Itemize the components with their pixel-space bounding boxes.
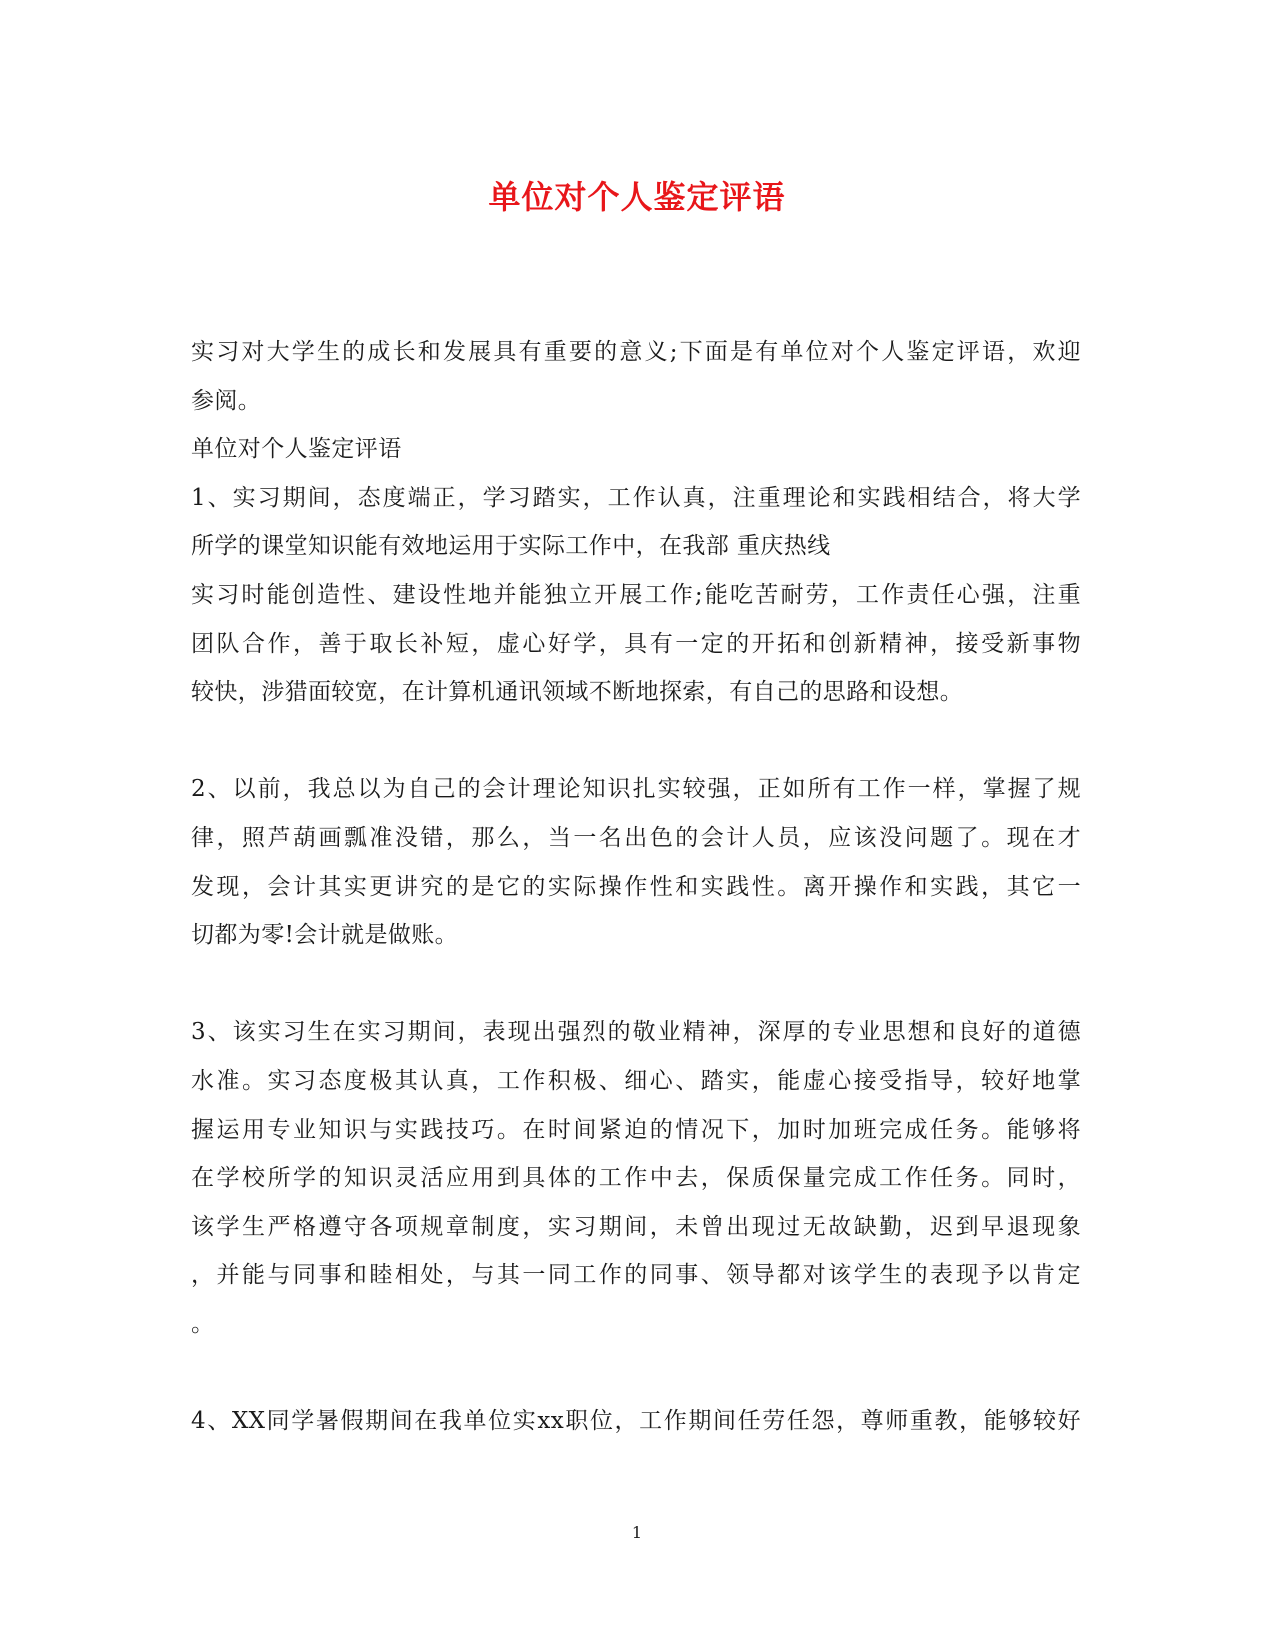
text-line: 参阅。	[191, 387, 262, 414]
text-line: 较快，涉猎面较宽，在计算机通讯领域不断地探索，有自己的思路和设想。	[191, 679, 964, 706]
paragraph-gap	[191, 717, 1081, 766]
text-line: ，并能与同事和睦相处，与其一同工作的同事、领导都对该学生的表现予以肯定	[191, 1262, 1081, 1289]
text-line: 3、该实习生在实习期间，表现出强烈的敬业精神，深厚的专业思想和良好的道德	[191, 1019, 1081, 1046]
text-line: 该学生严格遵守各项规章制度，实习期间，未曾出现过无故缺勤，迟到早退现象	[191, 1213, 1081, 1240]
document-body	[191, 328, 1081, 1446]
document-title: 单位对个人鉴定评语	[488, 178, 786, 216]
text-line: 1、实习期间，态度端正，学习踏实，工作认真，注重理论和实践相结合，将大学	[191, 484, 1081, 511]
text-line: 团队合作，善于取长补短，虚心好学，具有一定的开拓和创新精神，接受新事物	[191, 630, 1081, 657]
page-number: 1	[631, 1523, 643, 1542]
text-line: 发现，会计其实更讲究的是它的实际操作性和实践性。离开操作和实践，其它一	[191, 873, 1081, 900]
text-line: 水准。实习态度极其认真，工作积极、细心、踏实，能虚心接受指导，较好地掌	[191, 1067, 1081, 1094]
text-line: 。	[191, 1310, 215, 1337]
text-line: 切都为零!会计就是做账。	[191, 922, 459, 949]
paragraph-gap	[191, 1348, 1081, 1397]
text-line: 4、XX同学暑假期间在我单位实xx职位，工作期间任劳任怨，尊师重教，能够较好	[191, 1408, 1081, 1435]
text-line: 所学的课堂知识能有效地运用于实际工作中，在我部 重庆热线	[191, 533, 831, 560]
text-line: 在学校所学的知识灵活应用到具体的工作中去，保质保量完成工作任务。同时，	[191, 1165, 1081, 1192]
text-line: 律，照芦葫画瓢准没错，那么，当一名出色的会计人员，应该没问题了。现在才	[191, 824, 1081, 851]
text-line: 单位对个人鉴定评语	[191, 436, 402, 463]
text-line: 实习对大学生的成长和发展具有重要的意义;下面是有单位对个人鉴定评语，欢迎	[191, 339, 1081, 365]
text-line: 2、以前，我总以为自己的会计理论知识扎实较强，正如所有工作一样，掌握了规	[191, 776, 1081, 803]
text-line: 握运用专业知识与实践技巧。在时间紧迫的情况下，加时加班完成任务。能够将	[191, 1116, 1081, 1143]
paragraph-gap	[191, 960, 1081, 1009]
text-line: 实习时能创造性、建设性地并能独立开展工作;能吃苦耐劳，工作责任心强，注重	[191, 581, 1081, 608]
